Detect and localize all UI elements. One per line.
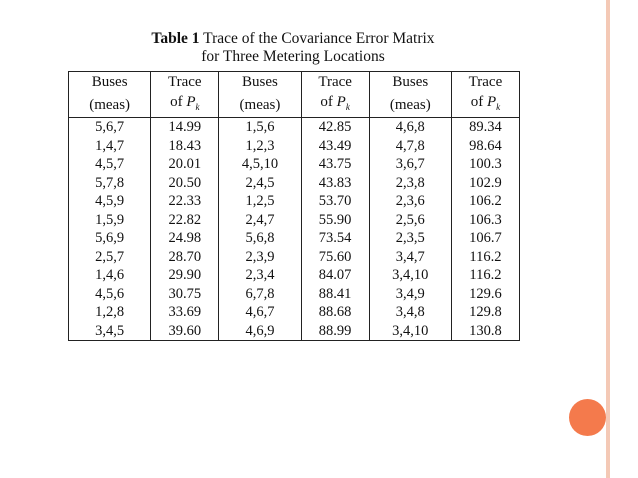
trace-cell: 106.7	[451, 229, 519, 248]
buses-cell: 2,4,5	[219, 174, 301, 193]
header-row-2	[69, 92, 520, 118]
pk-subscript: k	[496, 102, 501, 112]
header-meas-1: (meas)	[69, 92, 151, 118]
buses-cell: 1,2,8	[95, 304, 125, 321]
buses-cell: 5,6,7	[95, 119, 125, 136]
trace-cell: 20.01	[151, 155, 219, 174]
caption-label: Table 1	[151, 30, 200, 47]
buses-cell: 1,4,6	[95, 267, 125, 284]
buses-cell: 1,4,7	[95, 137, 125, 154]
header-of-pk-2	[301, 92, 369, 118]
pk-letter: P	[336, 94, 346, 110]
buses-cell: 2,3,8	[369, 174, 451, 193]
table-row	[69, 303, 520, 322]
buses-cell: 4,6,9	[219, 322, 301, 341]
trace-cell: 43.75	[301, 155, 369, 174]
buses-cell: 2,3,4	[219, 266, 301, 285]
trace-cell: 89.34	[451, 118, 519, 137]
buses-cell: 4,5,10	[219, 155, 301, 174]
buses-cell: 1,5,6	[219, 118, 301, 137]
buses-cell: 2,3,5	[369, 229, 451, 248]
table-row	[69, 137, 520, 156]
buses-cell: 3,4,10	[369, 266, 451, 285]
header-of-pk-3	[451, 92, 519, 118]
table-row	[69, 285, 520, 304]
trace-cell: 100.3	[451, 155, 519, 174]
trace-cell: 116.2	[451, 248, 519, 267]
buses-cell: 2,4,7	[219, 211, 301, 230]
buses-cell: 2,5,6	[369, 211, 451, 230]
trace-cell: 88.99	[301, 322, 369, 341]
trace-cell: 33.69	[151, 303, 219, 322]
buses-cell: 5,6,9	[95, 230, 125, 247]
trace-cell: 39.60	[151, 322, 219, 341]
trace-cell: 84.07	[301, 266, 369, 285]
table-row	[69, 322, 520, 341]
trace-cell: 130.8	[451, 322, 519, 341]
header-trace-3: Trace	[451, 72, 519, 93]
pk-subscript: k	[345, 102, 350, 112]
trace-cell: 43.83	[301, 174, 369, 193]
buses-cell: 2,5,7	[95, 248, 125, 265]
pk-symbol	[487, 94, 500, 110]
trace-cell: 18.43	[151, 137, 219, 156]
table-body	[69, 118, 520, 341]
pk-symbol	[186, 94, 199, 110]
header-of-text: of	[170, 94, 183, 110]
trace-cell: 106.2	[451, 192, 519, 211]
trace-cell: 20.50	[151, 174, 219, 193]
buses-cell: 3,6,7	[369, 155, 451, 174]
buses-cell: 3,4,7	[369, 248, 451, 267]
buses-cell: 2,3,9	[219, 248, 301, 267]
buses-cell: 4,7,8	[369, 137, 451, 156]
header-trace-1: Trace	[151, 72, 219, 93]
header-buses-2: Buses	[219, 72, 301, 93]
decorative-side-rule	[606, 0, 610, 478]
pk-symbol	[337, 94, 350, 110]
trace-cell: 43.49	[301, 137, 369, 156]
buses-cell: 3,4,10	[369, 322, 451, 341]
table-row	[69, 211, 520, 230]
trace-cell: 30.75	[151, 285, 219, 304]
buses-cell: 3,4,8	[369, 303, 451, 322]
trace-cell: 22.33	[151, 192, 219, 211]
trace-cell: 14.99	[151, 118, 219, 137]
trace-cell: 73.54	[301, 229, 369, 248]
buses-cell: 2,3,6	[369, 192, 451, 211]
caption-title-line1: Trace of the Covariance Error Matrix	[203, 30, 435, 47]
trace-cell: 129.6	[451, 285, 519, 304]
table-row	[69, 248, 520, 267]
trace-cell: 28.70	[151, 248, 219, 267]
trace-cell: 98.64	[451, 137, 519, 156]
pk-letter: P	[186, 94, 196, 110]
buses-cell: 4,5,6	[95, 285, 125, 302]
table-row	[69, 192, 520, 211]
trace-cell: 53.70	[301, 192, 369, 211]
header-of-text: of	[470, 94, 484, 110]
buses-cell: 1,2,3	[219, 137, 301, 156]
pk-letter: P	[486, 94, 497, 110]
pk-subscript: k	[195, 102, 200, 112]
table-row	[69, 118, 520, 137]
buses-cell: 5,6,8	[219, 229, 301, 248]
trace-cell: 75.60	[301, 248, 369, 267]
trace-cell: 106.3	[451, 211, 519, 230]
header-meas-2: (meas)	[219, 92, 301, 118]
header-meas-3: (meas)	[369, 92, 451, 118]
header-buses-3: Buses	[369, 72, 451, 93]
buses-cell: 3,4,5	[95, 322, 125, 339]
header-of-pk-1	[151, 92, 219, 118]
trace-cell: 29.90	[151, 266, 219, 285]
header-buses-1: Buses	[91, 74, 128, 90]
table-caption	[64, 30, 522, 66]
trace-cell: 88.68	[301, 303, 369, 322]
table-row	[69, 266, 520, 285]
table-row	[69, 155, 520, 174]
decorative-orange-circle	[569, 399, 606, 436]
caption-line-1	[64, 30, 522, 48]
buses-cell: 4,6,8	[369, 118, 451, 137]
buses-cell: 5,7,8	[95, 174, 125, 191]
table-row	[69, 174, 520, 193]
trace-cell: 22.82	[151, 211, 219, 230]
trace-cell: 42.85	[301, 118, 369, 137]
trace-cell: 24.98	[151, 229, 219, 248]
buses-cell: 4,6,7	[219, 303, 301, 322]
buses-cell: 4,5,7	[95, 156, 125, 173]
trace-cell: 88.41	[301, 285, 369, 304]
buses-cell: 3,4,9	[369, 285, 451, 304]
trace-cell: 129.8	[451, 303, 519, 322]
trace-cell: 102.9	[451, 174, 519, 193]
trace-cell: 116.2	[451, 266, 519, 285]
buses-cell: 4,5,9	[95, 193, 125, 210]
buses-cell: 6,7,8	[219, 285, 301, 304]
table-row	[69, 229, 520, 248]
header-of-text: of	[320, 94, 333, 110]
trace-cell: 55.90	[301, 211, 369, 230]
buses-cell: 1,2,5	[219, 192, 301, 211]
caption-title-line2: for Three Metering Locations	[201, 48, 385, 65]
trace-table	[68, 71, 520, 341]
buses-cell: 1,5,9	[95, 211, 125, 228]
header-trace-2: Trace	[301, 72, 369, 93]
header-row-1	[69, 72, 520, 93]
